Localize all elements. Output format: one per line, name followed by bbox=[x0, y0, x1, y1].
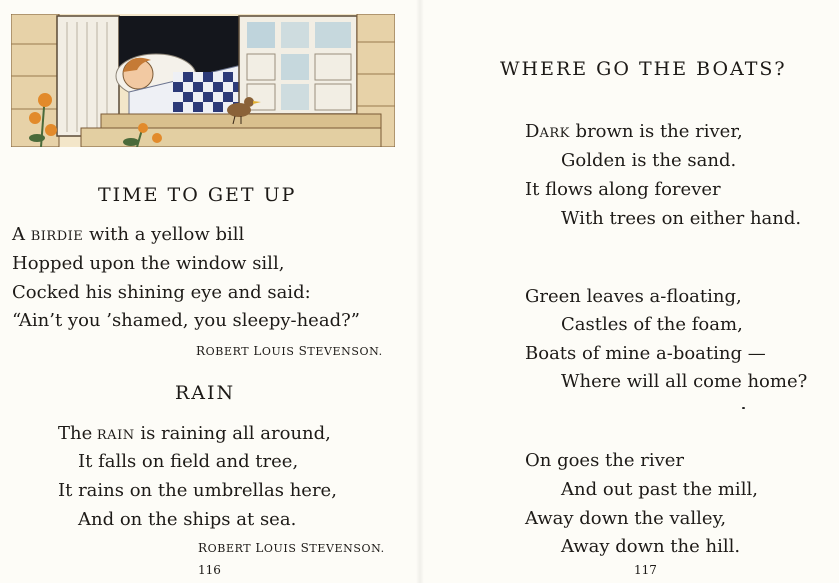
poem-line: Castles of the foam, bbox=[561, 314, 743, 335]
poem-line bbox=[525, 121, 743, 145]
poem-line: Hopped upon the window sill, bbox=[12, 253, 285, 274]
poem-line: It falls on field and tree, bbox=[78, 451, 299, 472]
poem-line: It rains on the umbrellas here, bbox=[58, 480, 337, 501]
smallcaps-word: RAIN bbox=[92, 428, 135, 443]
poem-line: Green leaves a-floating, bbox=[525, 286, 742, 307]
poem-line: “Ain’t you ’shamed, you sleepy-head?” bbox=[12, 310, 360, 331]
poem-line: And on the ships at sea. bbox=[78, 509, 297, 530]
smallcaps-word: BIRDIE bbox=[30, 229, 84, 244]
line-rest: brown is the river, bbox=[569, 121, 743, 142]
page-number: 116 bbox=[198, 563, 221, 577]
dropcap: A bbox=[12, 224, 25, 245]
poem-line: It flows along forever bbox=[525, 179, 721, 200]
line-rest: with a yellow bill bbox=[83, 224, 245, 245]
line-rest: is raining all around, bbox=[134, 423, 331, 444]
poem-line: Away down the hill. bbox=[561, 536, 741, 557]
poem-line: Cocked his shining eye and said: bbox=[12, 282, 311, 303]
poem-line bbox=[12, 224, 244, 248]
poem-line: On goes the river bbox=[525, 450, 685, 471]
poem-line: Boats of mine a-boating — bbox=[525, 343, 766, 364]
smallcaps-word: ARK bbox=[539, 126, 570, 141]
page-number: 117 bbox=[634, 563, 657, 577]
poem-line: Away down the valley, bbox=[525, 508, 727, 529]
poem-line: Where will all come home? bbox=[561, 371, 808, 392]
poem-line bbox=[58, 423, 331, 447]
dropcap: D bbox=[525, 121, 540, 142]
dropcap: The bbox=[58, 423, 93, 444]
poem-author: ROBERT LOUIS STEVENSON. bbox=[196, 344, 383, 358]
ink-speck bbox=[742, 407, 745, 409]
poem-line: Golden is the sand. bbox=[561, 150, 737, 171]
poem-author: ROBERT LOUIS STEVENSON. bbox=[198, 541, 385, 555]
poem-line: And out past the mill, bbox=[561, 479, 758, 500]
poem-title-time-to-get-up: TIME TO GET UP bbox=[98, 184, 297, 206]
poem-line: With trees on either hand. bbox=[561, 208, 802, 229]
poem-title-where-go-the-boats: WHERE GO THE BOATS? bbox=[500, 58, 787, 80]
sleeping-child-illustration bbox=[11, 14, 395, 147]
poem-title-rain: RAIN bbox=[175, 382, 236, 404]
right-page bbox=[420, 0, 839, 583]
